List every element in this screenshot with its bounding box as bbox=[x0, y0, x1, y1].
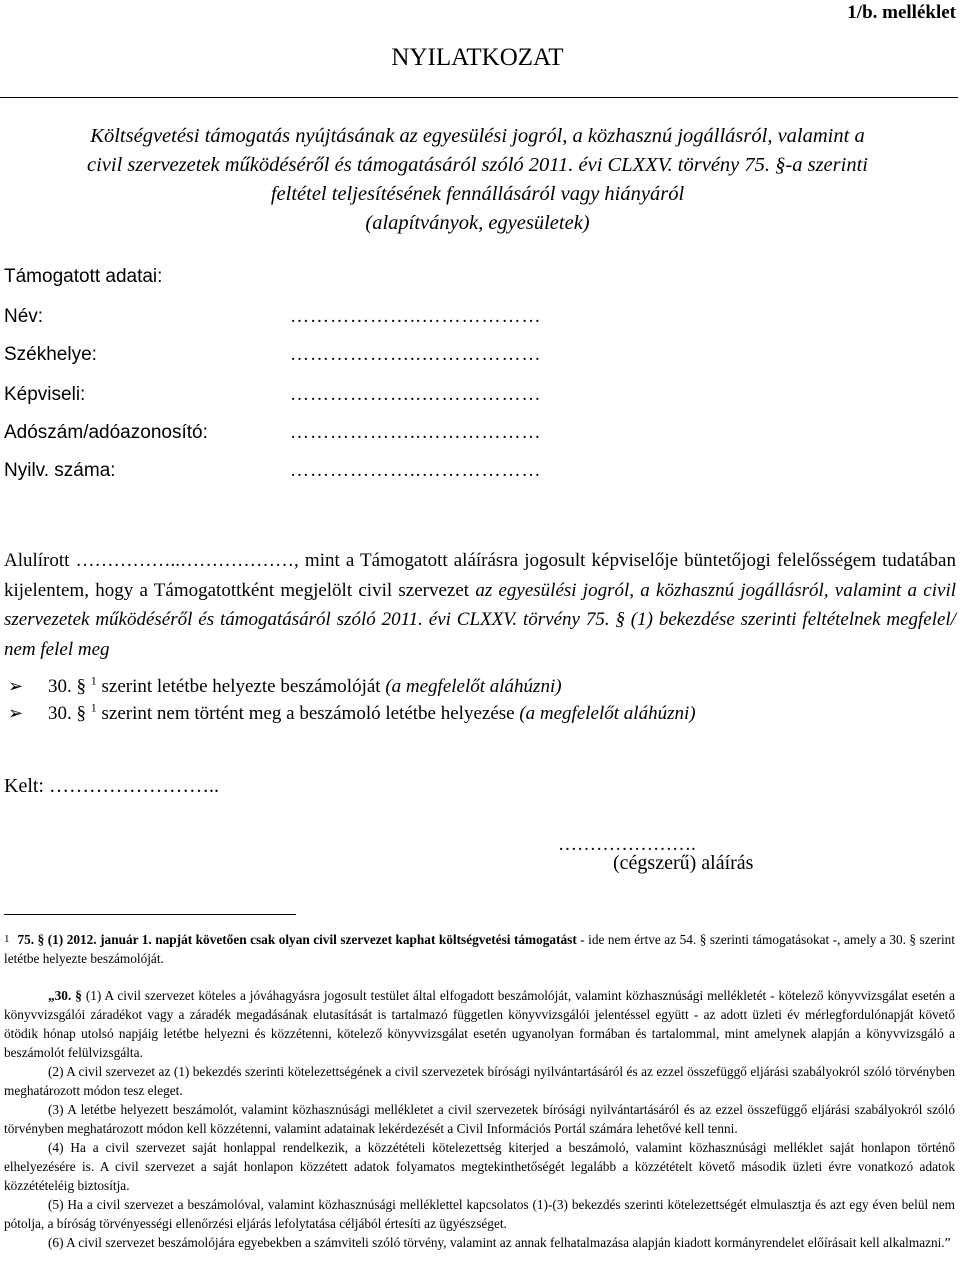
section-paragraph: (1) A civil szervezet köteles a jóváhagyásra jogosult testület által elfogadott beszámolóját, valamint közhasznúsági mellékletét - kötelező könyvvizsgálat esetén a könyvvizsgálói záradékot vagy a záradék megadásának elutasítását is tartalmazó független könyvvizsgálói jelentéssel együtt - az adott üzleti év mérlegfordulónapját követő ötödik hónap utolsó napjáig letétbe helyezni és közzétenni, kötelező könyvvizsgálat esetén ugyanolyan formában és tartalommal, mint amelynek alapján a könyvvizsgáló a beszámolót felülvizsgálta. bbox=[4, 988, 955, 1060]
document-title: NYILATKOZAT bbox=[391, 44, 564, 71]
section-paragraph: (3) A letétbe helyezett beszámolót, valamint közhasznúsági mellékletet a civil szervezetek bírósági nyilvántartásáról és az ezzel összefüggő eljárási szabályokról szóló törvényben meghatározott módon kell közzétenni, valamint adatainak lekérdezését a Civil Információs Portál számára lehetővé kell tenni. bbox=[4, 1102, 955, 1136]
footnote-bold-text: 75. § (1) 2012. január 1. napját követően csak olyan civil szervezet kaphat költségvetési támogatást bbox=[17, 932, 577, 947]
field-dots-registry-number: ………………..……………… bbox=[290, 460, 542, 481]
arrow-bullet-icon: ➢ bbox=[8, 703, 24, 724]
section-paragraph: (6) A civil szervezet beszámolójára egyebekben a számviteli szóló törvény, valamint az annak felhatalmazása alapján kiadott kormányrendelet előírásait kell alkalmazni.” bbox=[48, 1235, 951, 1250]
option-prefix: 30. § bbox=[48, 676, 86, 697]
quoted-section bbox=[4, 986, 955, 1252]
option-hint: (a megfelelőt aláhúzni) bbox=[519, 703, 696, 724]
section-paragraph: (4) Ha a civil szervezet saját honlappal rendelkezik, a közzétételi kötelezettség kiterjed a beszámoló, valamint közhasznúsági melléklet saját honlapon történő elhelyezésére is. A civil szervezet a saját honlapon közzétett adatok folyamatos megtekinthetőségét legalább a közzétételt követő második üzleti évre vonatkozó adatok közzétételéig biztosítja. bbox=[4, 1140, 955, 1193]
quote-open: „ bbox=[48, 988, 55, 1003]
field-label-seat: Székhelye: bbox=[4, 344, 97, 365]
intro-line: (alapítványok, egyesületek) bbox=[365, 212, 590, 234]
declaration-text: Alulírott ……………..………………, mint a Támogatott aláírásra jogosult képviselője büntetőjogi felelősségem tudatában kijelentem, hogy a Támogatottként megjelölt civil szervezet bbox=[4, 550, 956, 601]
field-label-representative: Képviseli: bbox=[4, 384, 86, 405]
field-dots-tax-number: ………………..……………… bbox=[290, 422, 542, 443]
signature-dots: …………………. bbox=[558, 834, 696, 855]
footnote-1 bbox=[4, 930, 955, 968]
date-place-line: Kelt: …………………….. bbox=[4, 775, 219, 797]
intro-line: Költségvetési támogatás nyújtásának az egyesülési jogról, a közhasznú jogállásról, valamint a bbox=[90, 125, 865, 147]
section-paragraph: (5) Ha a civil szervezet a beszámolóval, valamint közhasznúsági melléklettel kapcsolatos (1)-(3) bekezdés szerinti kötelezettségét elmulasztja és azt egy éven belül nem pótolja, a bíróság törvényességi ellenőrzési eljárás lefolytatása céljából értesíti az ügyészséget. bbox=[4, 1197, 955, 1231]
signature-label: (cégszerű) aláírás bbox=[613, 852, 754, 874]
option-item bbox=[8, 673, 562, 698]
supported-heading: Támogatott adatai: bbox=[4, 266, 163, 287]
footnote-ref: 1 bbox=[90, 700, 97, 715]
title-divider bbox=[0, 97, 958, 98]
option-text: szerint nem történt meg a beszámoló letétbe helyezése bbox=[96, 703, 520, 724]
intro-line: civil szervezetek működéséről és támogatásáról szóló 2011. évi CLXXV. törvény 75. §-a szerinti bbox=[87, 154, 868, 176]
field-label-registry-number: Nyilv. száma: bbox=[4, 460, 116, 481]
intro-line: feltétel teljesítésének fennállásáról vagy hiányáról bbox=[270, 183, 685, 205]
field-label-tax-number: Adószám/adóazonosító: bbox=[4, 422, 208, 443]
option-hint: (a megfelelőt aláhúzni) bbox=[385, 676, 562, 697]
option-prefix: 30. § bbox=[48, 703, 86, 724]
declaration-paragraph bbox=[4, 546, 956, 664]
section-number: 30. § bbox=[54, 988, 82, 1003]
option-text: szerint letétbe helyezte beszámolóját bbox=[96, 676, 386, 697]
field-dots-name: ………………..……………… bbox=[290, 306, 542, 327]
intro-text bbox=[0, 122, 955, 238]
footnote-marker: 1 bbox=[4, 933, 10, 945]
field-label-name: Név: bbox=[4, 306, 44, 327]
footnote-divider bbox=[4, 914, 296, 915]
declaration-italic-text: az egyesülési jogról, a közhasznú jogállásról, valamint a civil szervezetek működéséről és támogatásáról szóló 2011. évi CLXXV. törvény 75. § (1) bekezdése szerinti feltételnek megfelel/ nem felel meg bbox=[4, 579, 957, 660]
option-item bbox=[8, 700, 696, 725]
section-paragraph: (2) A civil szervezet az (1) bekezdés szerinti kötelezettségének a civil szervezetek bírósági nyilvántartásáról és az ezzel összefüggő eljárási szabályokról szóló törvényben meghatározott módon tesz eleget. bbox=[4, 1064, 955, 1098]
annex-label: 1/b. melléklet bbox=[847, 2, 956, 23]
field-dots-representative: ………………..……………… bbox=[290, 384, 542, 405]
field-dots-seat: ………………..……………… bbox=[290, 344, 542, 365]
footnote-ref: 1 bbox=[90, 673, 97, 688]
footnote-text: - ide nem értve az 54. § szerinti támogatásokat -, amely a 30. § szerint letétbe helyezte beszámolóját. bbox=[4, 932, 955, 966]
arrow-bullet-icon: ➢ bbox=[8, 676, 24, 697]
